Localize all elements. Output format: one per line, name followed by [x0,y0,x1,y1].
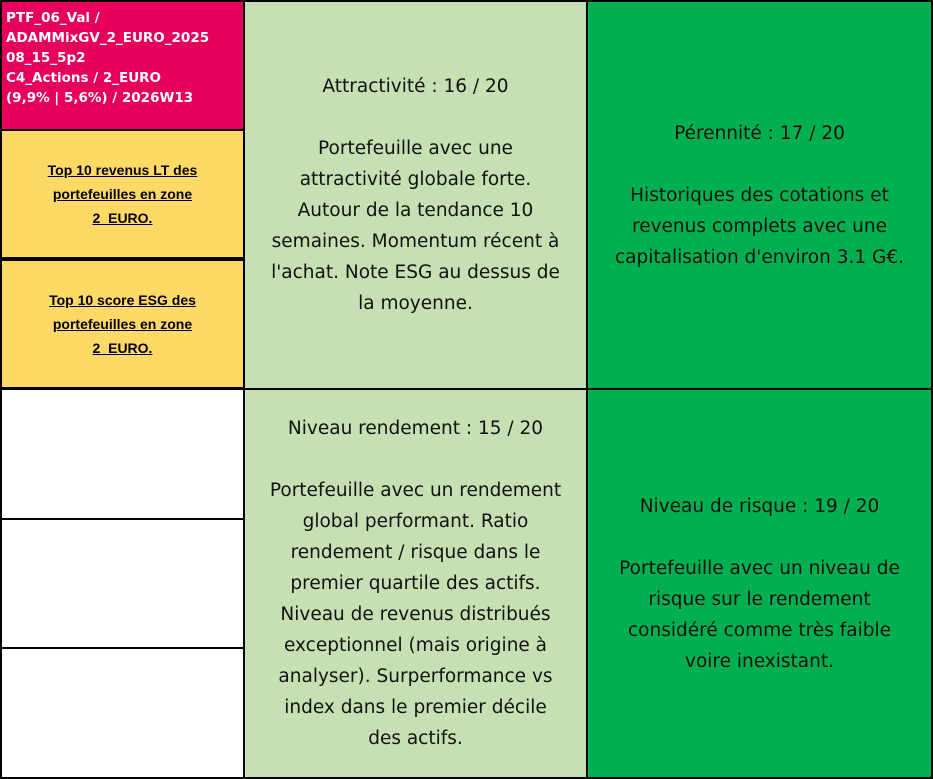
description-line: capitalisation d'environ 3.1 G€. [615,246,904,268]
description-line: Portefeuille avec une [318,138,513,159]
attractivite-cell [243,0,588,390]
top-esg-cell [0,259,245,389]
rendement-heading: Niveau rendement : 15 / 20 [287,418,544,439]
description-line: exceptionnel (mais origine à [283,635,548,656]
top-esg-link-line: portefeuilles en zone [52,316,193,332]
perennite-heading: Pérennité : 17 / 20 [674,122,845,144]
portfolio-title-line: (9,9% | 5,6%) / 2026W13 [6,90,194,106]
description-line: revenus complets avec une [632,215,887,237]
description-line: Niveau de revenus distribués [280,604,551,625]
risque-description [619,553,900,677]
top-esg-link[interactable] [49,288,196,360]
perennite-cell [586,0,933,390]
rendement-description [270,475,561,754]
top-revenus-cell [0,129,245,259]
portfolio-title-line: ADAMMixGV_2_EURO_2025 [6,30,210,46]
description-line: Portefeuille avec un rendement [269,480,562,501]
top-revenus-link-line: portefeuilles en zone [52,186,193,202]
description-line: attractivité globale forte. [299,169,532,190]
description-line: Autour de la tendance 10 [297,200,534,221]
description-line: rendement / risque dans le [290,542,541,563]
description-line: considéré comme très faible [628,619,891,641]
perennite-description [615,180,904,273]
rendement-cell [243,388,588,779]
description-line: la moyenne. [358,293,473,314]
attractivite-heading: Attractivité : 16 / 20 [322,76,509,97]
top-revenus-link-line: 2_EURO. [92,210,153,226]
description-line: risque sur le rendement [648,588,871,610]
description-line: voire inexistant. [685,650,834,672]
description-line: semaines. Momentum récent à [271,231,560,252]
top-revenus-link-line: Top 10 revenus LT des [47,162,198,178]
description-line: index dans le premier décile [284,697,547,718]
empty-cell [0,388,245,520]
top-esg-link-line: 2_EURO. [92,340,153,356]
risque-cell [586,388,933,779]
portfolio-title-line: 08_15_5p2 [6,50,86,66]
portfolio-title-line: PTF_06_Val / [6,10,100,26]
description-line: global performant. Ratio [302,511,529,532]
description-line: l'achat. Note ESG au dessus de [271,262,560,283]
risque-heading: Niveau de risque : 19 / 20 [639,495,880,517]
attractivite-description [271,133,560,319]
description-line: analyser). Surperformance vs [278,666,553,687]
top-esg-link-line: Top 10 score ESG des [49,292,196,308]
description-line: des actifs. [368,728,463,749]
description-line: Portefeuille avec un niveau de [619,557,900,579]
empty-cell [0,647,245,779]
description-line: Historiques des cotations et [630,184,889,206]
top-revenus-link[interactable] [48,158,198,230]
portfolio-title-cell [0,0,245,131]
description-line: premier quartile des actifs. [290,573,541,594]
portfolio-title-line: C4_Actions / 2_EURO [6,70,162,86]
empty-cell [0,518,245,649]
